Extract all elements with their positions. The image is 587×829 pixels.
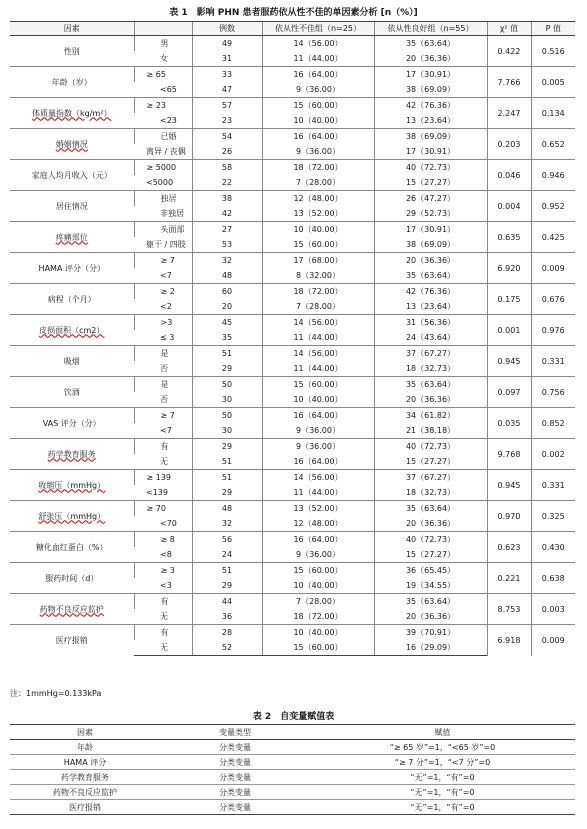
count-cell: 32 xyxy=(192,253,262,269)
level-label: <2 xyxy=(160,302,172,311)
factor-label: 居住情况 xyxy=(10,191,134,222)
p-value-cell: 0.516 xyxy=(531,36,575,67)
count-cell: 23 xyxy=(192,113,262,129)
poor-group-cell: 10（40.00） xyxy=(262,578,374,594)
level-label: >3 xyxy=(134,315,192,331)
level-label: 有 xyxy=(134,594,192,610)
p-value-cell: 0.009 xyxy=(531,625,575,656)
p-value-cell: 0.638 xyxy=(531,563,575,594)
header-good-group: 依从性良好组（n=55） xyxy=(374,22,487,36)
variable-type-cell: 分类变量 xyxy=(160,755,310,770)
count-cell: 51 xyxy=(192,454,262,470)
level-label: ≥ 70 xyxy=(134,501,192,517)
chi-square-cell: 0.046 xyxy=(487,160,531,191)
table-row xyxy=(10,594,575,610)
table-row xyxy=(10,770,575,785)
p-value-cell: 0.425 xyxy=(531,222,575,253)
poor-group-cell: 7（28.00） xyxy=(262,594,374,610)
good-group-cell: 17（30.91） xyxy=(374,67,487,83)
factor-label: 药学教育服务 xyxy=(10,439,134,470)
table-row xyxy=(10,222,575,238)
count-cell: 51 xyxy=(192,470,262,486)
count-cell: 28 xyxy=(192,625,262,641)
assignment-cell: “≥ 65 岁”=1，“<65 岁”=0 xyxy=(310,740,575,755)
poor-group-cell: 14（56.00） xyxy=(262,346,374,362)
chi-square-cell: 7.766 xyxy=(487,67,531,98)
p-value-cell: 0.009 xyxy=(531,253,575,284)
poor-group-cell: 15（60.00） xyxy=(262,640,374,656)
chi-square-cell: 0.097 xyxy=(487,377,531,408)
factor-label: 舒张压（mmHg） xyxy=(10,501,134,532)
level-label: 独居 xyxy=(134,191,192,207)
factor-label: 吸烟 xyxy=(10,346,134,377)
level-label: <23 xyxy=(160,116,177,125)
poor-group-cell: 15（60.00） xyxy=(262,237,374,253)
good-group-cell: 13（23.64） xyxy=(374,299,487,315)
good-group-cell: 40（72.73） xyxy=(374,532,487,548)
chi-square-cell: 0.035 xyxy=(487,408,531,439)
poor-group-cell: 16（64.00） xyxy=(262,67,374,83)
count-cell: 49 xyxy=(192,36,262,52)
count-cell: 24 xyxy=(192,547,262,563)
p-value-cell: 0.952 xyxy=(531,191,575,222)
table-row xyxy=(10,377,575,393)
factor-label: 饮酒 xyxy=(10,377,134,408)
p-value-cell: 0.756 xyxy=(531,377,575,408)
count-cell: 60 xyxy=(192,284,262,300)
poor-group-cell: 12（48.00） xyxy=(262,516,374,532)
level-label: <70 xyxy=(160,519,177,528)
poor-group-cell: 9（36.00） xyxy=(262,439,374,455)
factor-label: 年龄（岁） xyxy=(10,67,134,98)
count-cell: 30 xyxy=(192,392,262,408)
poor-group-cell: 10（40.00） xyxy=(262,113,374,129)
good-group-cell: 20（36.36） xyxy=(374,253,487,269)
count-cell: 31 xyxy=(192,51,262,67)
count-cell: 58 xyxy=(192,160,262,176)
variable-type-cell: 分类变量 xyxy=(160,800,310,815)
chi-square-cell: 0.203 xyxy=(487,129,531,160)
table-row xyxy=(10,191,575,207)
count-cell: 51 xyxy=(192,563,262,579)
factor-cell: 药学教育服务 xyxy=(10,770,160,785)
good-group-cell: 35（63.64） xyxy=(374,501,487,517)
table-row xyxy=(10,501,575,517)
variable-assignment-table xyxy=(10,724,575,815)
count-cell: 50 xyxy=(192,377,262,393)
p-value-cell: 0.331 xyxy=(531,470,575,501)
table-row xyxy=(10,625,575,641)
level-label: <7 xyxy=(160,271,172,280)
level-label: ≥ 65 xyxy=(134,67,192,83)
variable-type-cell: 分类变量 xyxy=(160,740,310,755)
poor-group-cell: 9（36.00） xyxy=(262,423,374,439)
poor-group-cell: 14（56.00） xyxy=(262,470,374,486)
p-value-cell: 0.652 xyxy=(531,129,575,160)
poor-group-cell: 16（64.00） xyxy=(262,454,374,470)
good-group-cell: 18（32.73） xyxy=(374,361,487,377)
count-cell: 35 xyxy=(192,330,262,346)
level-label: ≥ 5000 xyxy=(134,160,192,176)
poor-group-cell: 15（60.00） xyxy=(262,563,374,579)
count-cell: 36 xyxy=(192,609,262,625)
level-label: <5000 xyxy=(146,178,174,187)
factor-label: 婚姻情况 xyxy=(10,129,134,160)
chi-square-cell: 0.004 xyxy=(487,191,531,222)
factor-label: HAMA 评分（分） xyxy=(10,253,134,284)
count-cell: 47 xyxy=(192,82,262,98)
chi-square-cell: 0.422 xyxy=(487,36,531,67)
poor-group-cell: 18（72.00） xyxy=(262,160,374,176)
level-label: 否 xyxy=(160,364,168,373)
count-cell: 52 xyxy=(192,640,262,656)
level-label: 女 xyxy=(160,54,168,63)
p-value-cell: 0.852 xyxy=(531,408,575,439)
p-value-cell: 0.976 xyxy=(531,315,575,346)
level-label: 躯干 / 四肢 xyxy=(146,240,186,249)
count-cell: 53 xyxy=(192,237,262,253)
good-group-cell: 42（76.36） xyxy=(374,98,487,114)
level-label: <7 xyxy=(160,426,172,435)
level-label: ≥ 2 xyxy=(134,284,192,300)
level-label: <65 xyxy=(160,85,177,94)
level-label: 无 xyxy=(160,612,168,621)
level-label: <139 xyxy=(146,488,168,497)
table-row xyxy=(10,532,575,548)
poor-group-cell: 18（72.00） xyxy=(262,284,374,300)
good-group-cell: 40（72.73） xyxy=(374,160,487,176)
univariate-analysis-table xyxy=(10,21,575,656)
level-label: 已婚 xyxy=(134,129,192,145)
count-cell: 45 xyxy=(192,315,262,331)
count-cell: 29 xyxy=(192,485,262,501)
table2-title: 表 2 自变量赋值表 xyxy=(252,712,335,722)
chi-square-cell: 0.970 xyxy=(487,501,531,532)
chi-square-cell: 9.768 xyxy=(487,439,531,470)
poor-group-cell: 16（64.00） xyxy=(262,408,374,424)
table1-title: 表 1 影响 PHN 患者服药依从性不佳的单因素分析 [n（%）] xyxy=(169,8,418,18)
good-group-cell: 20（36.36） xyxy=(374,392,487,408)
good-group-cell: 15（27.27） xyxy=(374,454,487,470)
count-cell: 27 xyxy=(192,222,262,238)
p-value-cell: 0.134 xyxy=(531,98,575,129)
good-group-cell: 39（70.91） xyxy=(374,625,487,641)
good-group-cell: 37（67.27） xyxy=(374,470,487,486)
poor-group-cell: 10（40.00） xyxy=(262,392,374,408)
poor-group-cell: 12（48.00） xyxy=(262,191,374,207)
p-value-cell: 0.005 xyxy=(531,67,575,98)
count-cell: 26 xyxy=(192,144,262,160)
good-group-cell: 19（34.55） xyxy=(374,578,487,594)
good-group-cell: 36（65.45） xyxy=(374,563,487,579)
chi-square-cell: 0.221 xyxy=(487,563,531,594)
good-group-cell: 38（69.09） xyxy=(374,82,487,98)
count-cell: 29 xyxy=(192,578,262,594)
chi-square-cell: 0.945 xyxy=(487,470,531,501)
poor-group-cell: 8（32.00） xyxy=(262,268,374,284)
good-group-cell: 18（32.73） xyxy=(374,485,487,501)
poor-group-cell: 16（64.00） xyxy=(262,532,374,548)
factor-label: 医疗报销 xyxy=(10,625,134,656)
table-row xyxy=(10,98,575,114)
poor-group-cell: 9（36.00） xyxy=(262,547,374,563)
table-row xyxy=(10,67,575,83)
good-group-cell: 16（29.09） xyxy=(374,640,487,656)
table-row xyxy=(10,129,575,145)
poor-group-cell: 11（44.00） xyxy=(262,51,374,67)
level-label: 有 xyxy=(134,439,192,455)
level-label: ≥ 8 xyxy=(134,532,192,548)
variable-type-cell: 分类变量 xyxy=(160,770,310,785)
p-value-cell: 0.946 xyxy=(531,160,575,191)
poor-group-cell: 15（60.00） xyxy=(262,377,374,393)
table1-header-row xyxy=(10,22,575,36)
chi-square-cell: 6.918 xyxy=(487,625,531,656)
header-p-value: P 值 xyxy=(531,22,575,36)
variable-type-cell: 分类变量 xyxy=(160,785,310,800)
count-cell: 33 xyxy=(192,67,262,83)
chi-square-cell: 0.001 xyxy=(487,315,531,346)
factor-label: 糖化血红蛋白（%） xyxy=(10,532,134,563)
good-group-cell: 15（27.27） xyxy=(374,547,487,563)
header-assignment: 赋值 xyxy=(310,725,575,740)
table2-header-row xyxy=(10,725,575,740)
poor-group-cell: 9（36.00） xyxy=(262,144,374,160)
count-cell: 48 xyxy=(192,501,262,517)
table-row xyxy=(10,470,575,486)
good-group-cell: 29（52.73） xyxy=(374,206,487,222)
table-row xyxy=(10,253,575,269)
good-group-cell: 40（72.73） xyxy=(374,439,487,455)
table-row xyxy=(10,439,575,455)
level-label: ≥ 3 xyxy=(134,563,192,579)
table-row xyxy=(10,740,575,755)
table-row xyxy=(10,284,575,300)
factor-label: 体质量指数（kg/m²） xyxy=(10,98,134,129)
count-cell: 51 xyxy=(192,346,262,362)
level-label: ≥ 7 xyxy=(134,408,192,424)
assignment-cell: “无”=1，“有”=0 xyxy=(310,800,575,815)
count-cell: 48 xyxy=(192,268,262,284)
count-cell: 54 xyxy=(192,129,262,145)
chi-square-cell: 0.635 xyxy=(487,222,531,253)
poor-group-cell: 16（64.00） xyxy=(262,129,374,145)
p-value-cell: 0.002 xyxy=(531,439,575,470)
table-row xyxy=(10,800,575,815)
p-value-cell: 0.676 xyxy=(531,284,575,315)
level-label: <3 xyxy=(160,581,172,590)
poor-group-cell: 15（60.00） xyxy=(262,98,374,114)
header-factor: 因素 xyxy=(10,22,134,36)
table-row xyxy=(10,755,575,770)
poor-group-cell: 7（28.00） xyxy=(262,299,374,315)
factor-label: 收缩压（mmHg） xyxy=(10,470,134,501)
factor-cell: 年龄 xyxy=(10,740,160,755)
good-group-cell: 31（56.36） xyxy=(374,315,487,331)
good-group-cell: 13（23.64） xyxy=(374,113,487,129)
poor-group-cell: 10（40.00） xyxy=(262,625,374,641)
level-label: 无 xyxy=(160,457,168,466)
level-label: 无 xyxy=(134,640,192,656)
poor-group-cell: 11（44.00） xyxy=(262,330,374,346)
header-poor-group: 依从性不佳组（n=25） xyxy=(262,22,374,36)
factor-label: VAS 评分（分） xyxy=(10,408,134,439)
factor-label: 性别 xyxy=(10,36,134,67)
count-cell: 44 xyxy=(192,594,262,610)
factor-cell: HAMA 评分 xyxy=(10,755,160,770)
level-label: ≥ 139 xyxy=(134,470,192,486)
good-group-cell: 20（36.36） xyxy=(374,516,487,532)
level-label: 否 xyxy=(160,395,168,404)
level-label: <8 xyxy=(160,550,172,559)
count-cell: 56 xyxy=(192,532,262,548)
count-cell: 29 xyxy=(192,439,262,455)
good-group-cell: 35（63.64） xyxy=(374,594,487,610)
good-group-cell: 24（43.64） xyxy=(374,330,487,346)
poor-group-cell: 14（56.00） xyxy=(262,315,374,331)
good-group-cell: 42（76.36） xyxy=(374,284,487,300)
level-label: 头面部 xyxy=(134,222,192,238)
good-group-cell: 38（69.09） xyxy=(374,129,487,145)
count-cell: 29 xyxy=(192,361,262,377)
poor-group-cell: 11（44.00） xyxy=(262,485,374,501)
factor-label: 药物不良反应监护 xyxy=(10,594,134,625)
poor-group-cell: 10（40.00） xyxy=(262,222,374,238)
chi-square-cell: 2.247 xyxy=(487,98,531,129)
good-group-cell: 20（36.36） xyxy=(374,609,487,625)
factor-cell: 医疗报销 xyxy=(10,800,160,815)
header-variable-type: 变量类型 xyxy=(160,725,310,740)
factor-label: 家庭人均月收入（元） xyxy=(10,160,134,191)
assignment-cell: “无”=1，“有”=0 xyxy=(310,785,575,800)
level-label: 离异 / 丧偶 xyxy=(146,147,186,156)
table-row xyxy=(10,785,575,800)
chi-square-cell: 0.623 xyxy=(487,532,531,563)
factor-label: 服药时间（d） xyxy=(10,563,134,594)
good-group-cell: 34（61.82） xyxy=(374,408,487,424)
p-value-cell: 0.430 xyxy=(531,532,575,563)
poor-group-cell: 13（52.00） xyxy=(262,206,374,222)
header-factor: 因素 xyxy=(10,725,160,740)
p-value-cell: 0.325 xyxy=(531,501,575,532)
chi-square-cell: 8.753 xyxy=(487,594,531,625)
count-cell: 22 xyxy=(192,175,262,191)
factor-label: 皮损面积（cm2） xyxy=(10,315,134,346)
poor-group-cell: 17（68.00） xyxy=(262,253,374,269)
poor-group-cell: 14（56.00） xyxy=(262,36,374,52)
good-group-cell: 38（69.09） xyxy=(374,237,487,253)
good-group-cell: 35（63.64） xyxy=(374,36,487,52)
poor-group-cell: 9（36.00） xyxy=(262,82,374,98)
count-cell: 38 xyxy=(192,191,262,207)
level-label: ≥ 23 xyxy=(134,98,192,114)
poor-group-cell: 13（52.00） xyxy=(262,501,374,517)
chi-square-cell: 6.920 xyxy=(487,253,531,284)
poor-group-cell: 7（28.00） xyxy=(262,175,374,191)
good-group-cell: 37（67.27） xyxy=(374,346,487,362)
level-label: 有 xyxy=(134,625,192,641)
poor-group-cell: 11（44.00） xyxy=(262,361,374,377)
good-group-cell: 21（38.18） xyxy=(374,423,487,439)
p-value-cell: 0.331 xyxy=(531,346,575,377)
level-label: 是 xyxy=(134,377,192,393)
good-group-cell: 35（63.64） xyxy=(374,377,487,393)
table-row xyxy=(10,408,575,424)
good-group-cell: 15（27.27） xyxy=(374,175,487,191)
good-group-cell: 35（63.64） xyxy=(374,268,487,284)
p-value-cell: 0.003 xyxy=(531,594,575,625)
count-cell: 32 xyxy=(192,516,262,532)
count-cell: 42 xyxy=(192,206,262,222)
level-label: 非独居 xyxy=(160,209,184,218)
header-count: 例数 xyxy=(192,22,262,36)
level-label: 男 xyxy=(134,36,192,52)
good-group-cell: 20（36.36） xyxy=(374,51,487,67)
level-label: 是 xyxy=(134,346,192,362)
table-row xyxy=(10,315,575,331)
good-group-cell: 17（30.91） xyxy=(374,144,487,160)
table1-footnote: 注：1mmHg=0.133kPa xyxy=(10,689,102,698)
chi-square-cell: 0.175 xyxy=(487,284,531,315)
header-chi-square: χ² 值 xyxy=(487,22,531,36)
factor-label: 病程（个月） xyxy=(10,284,134,315)
level-label: ≤ 3 xyxy=(160,333,175,342)
assignment-cell: “≥ 7 分”=1，“<7 分”=0 xyxy=(310,755,575,770)
factor-cell: 药物不良反应监护 xyxy=(10,785,160,800)
table-row xyxy=(10,563,575,579)
count-cell: 20 xyxy=(192,299,262,315)
table-row xyxy=(10,346,575,362)
header-level xyxy=(134,22,192,36)
good-group-cell: 17（30.91） xyxy=(374,222,487,238)
table-row xyxy=(10,36,575,52)
poor-group-cell: 18（72.00） xyxy=(262,609,374,625)
good-group-cell: 26（47.27） xyxy=(374,191,487,207)
chi-square-cell: 0.945 xyxy=(487,346,531,377)
level-label: ≥ 7 xyxy=(134,253,192,269)
count-cell: 50 xyxy=(192,408,262,424)
count-cell: 30 xyxy=(192,423,262,439)
factor-label: 疼痛部位 xyxy=(10,222,134,253)
assignment-cell: “无”=1，“有”=0 xyxy=(310,770,575,785)
count-cell: 57 xyxy=(192,98,262,114)
table-row xyxy=(10,160,575,176)
